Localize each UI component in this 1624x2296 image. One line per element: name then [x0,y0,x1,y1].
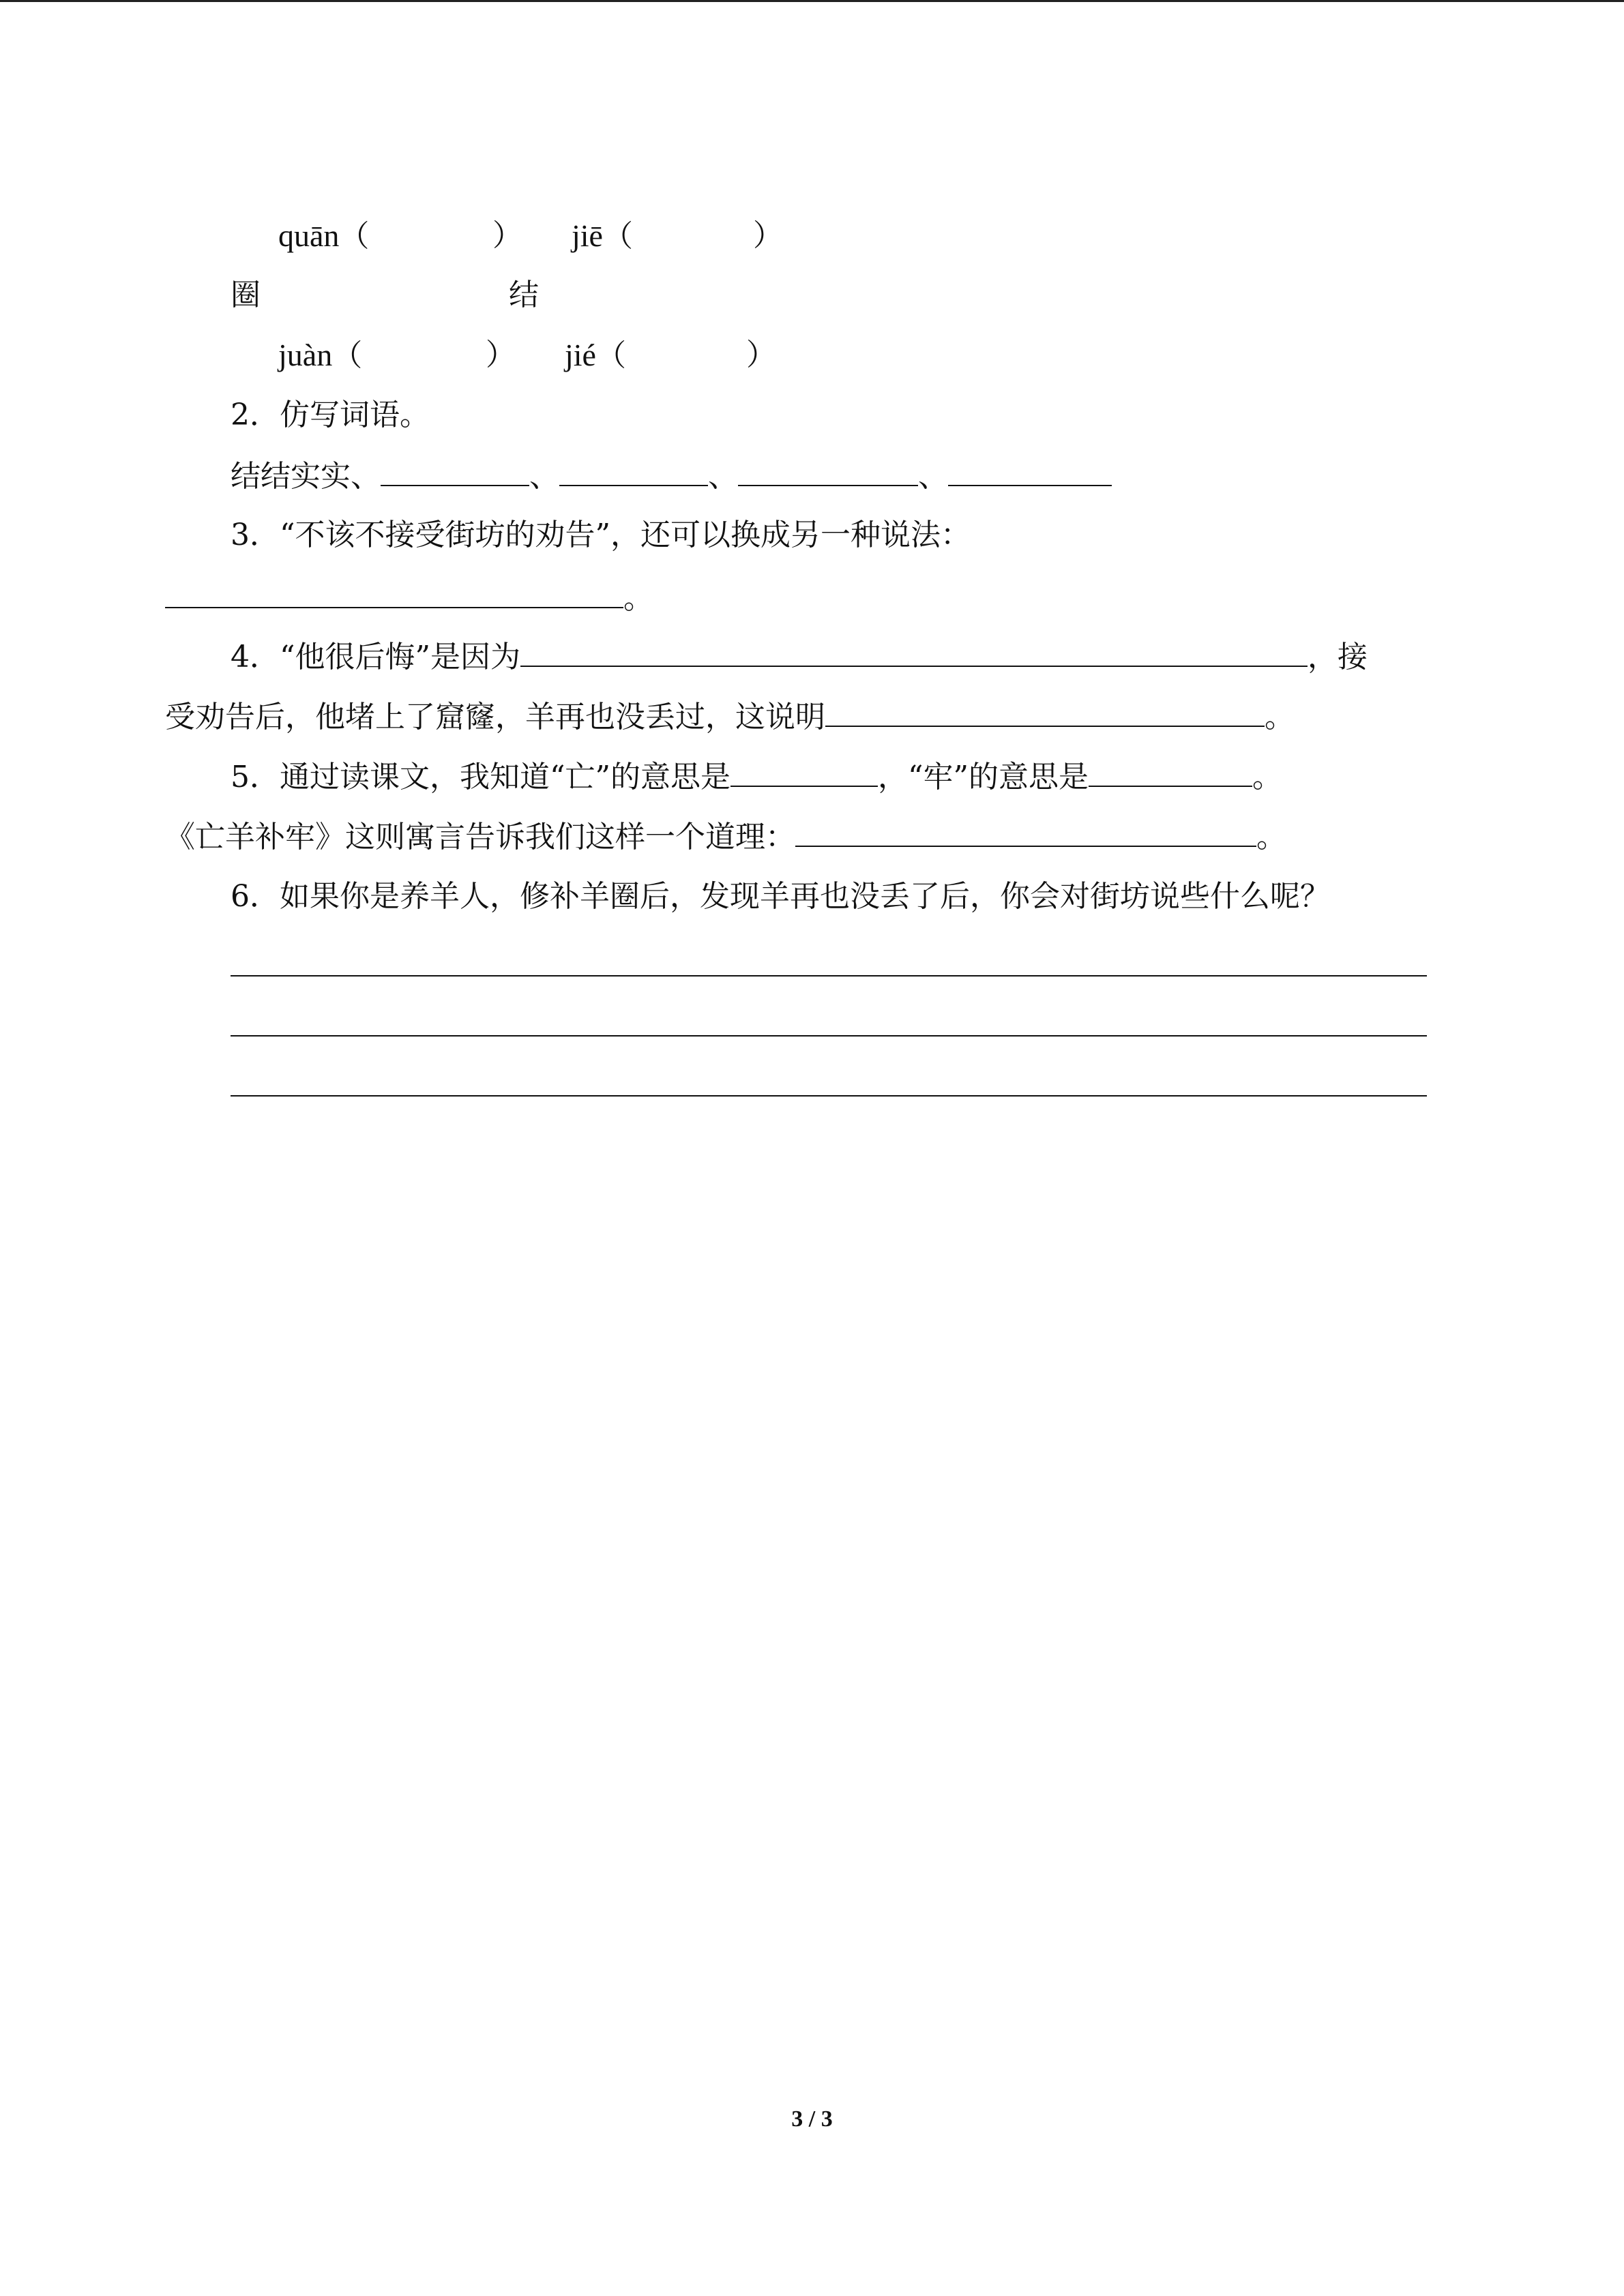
q5-blank-2[interactable] [1089,757,1252,787]
q2-title: 2．仿写词语。 [231,398,430,432]
pinyin-juan: juàn [278,338,333,372]
q4-blank-1[interactable] [520,637,1308,667]
q2-blank-4[interactable] [948,456,1112,486]
q5-part2: ，“牢”的意思是 [877,760,1089,794]
q6-answer-line-2[interactable] [231,1035,1427,1037]
close-paren-3: ） [486,338,516,372]
pinyin-row-1-jie [572,217,633,255]
pinyin-row-1-quan [278,217,369,255]
q5-part3: 。 [1252,760,1282,794]
page-number: 3 / 3 [791,2106,833,2132]
q5-end: 。 [1256,820,1286,854]
char-quan: 圈 [231,278,261,312]
q4-end: 。 [1265,700,1295,734]
q2-blank-3[interactable] [738,456,918,486]
pinyin-row-2-juan [278,336,362,374]
q3-text: 3．“不该不接受街坊的劝告”，还可以换成另一种说法： [231,518,971,552]
pinyin-jie-2: jié [565,338,596,372]
q3-answer-line [165,578,653,616]
open-paren: （ [332,338,363,373]
q4-line-1 [231,637,1368,675]
close-paren-2: ） [753,218,783,253]
pinyin-row-2-jie [565,336,626,374]
close-paren-4: ） [746,338,776,372]
q4-part3: 受劝告后，他堵上了窟窿，羊再也没丢过，这说明 [165,700,825,734]
q2-sep-3: 、 [918,459,948,494]
top-border [0,0,1624,2]
q5-blank-3[interactable] [795,817,1256,847]
q2-example: 结结实实、 [231,459,381,494]
q4-line-2 [165,697,1295,735]
q5-part1: 5．通过读课文，我知道“亡”的意思是 [231,760,730,794]
q3-end: 。 [623,581,653,616]
char-jie: 结 [509,278,539,312]
open-paren: （ [595,338,626,373]
q5-part4: 《亡羊补牢》这则寓言告诉我们这样一个道理： [165,820,795,854]
q5-line-2 [165,817,1286,855]
q5-blank-1[interactable] [730,757,878,787]
open-paren: （ [602,219,633,254]
q4-blank-2[interactable] [825,697,1265,727]
q4-part2: ，接 [1307,640,1368,674]
q6-answer-line-1[interactable] [231,975,1427,976]
pinyin-jie: jiē [572,218,603,253]
q5-line-1 [231,757,1282,795]
open-paren: （ [339,219,370,254]
q2-sep-2: 、 [708,459,738,494]
close-paren-1: ） [492,218,522,253]
q6-answer-line-3[interactable] [231,1095,1427,1097]
q4-part1: 4．“他很后悔”是因为 [231,640,520,674]
q3-blank[interactable] [165,578,623,608]
q2-blank-1[interactable] [381,456,529,486]
q2-sep-1: 、 [529,459,559,494]
q2-blank-2[interactable] [559,456,708,486]
q6-text: 6．如果你是养羊人，修补羊圈后，发现羊再也没丢了后，你会对街坊说些什么呢？ [231,879,1330,914]
pinyin-quan: quān [278,218,340,253]
q2-answer-line [231,456,1112,494]
